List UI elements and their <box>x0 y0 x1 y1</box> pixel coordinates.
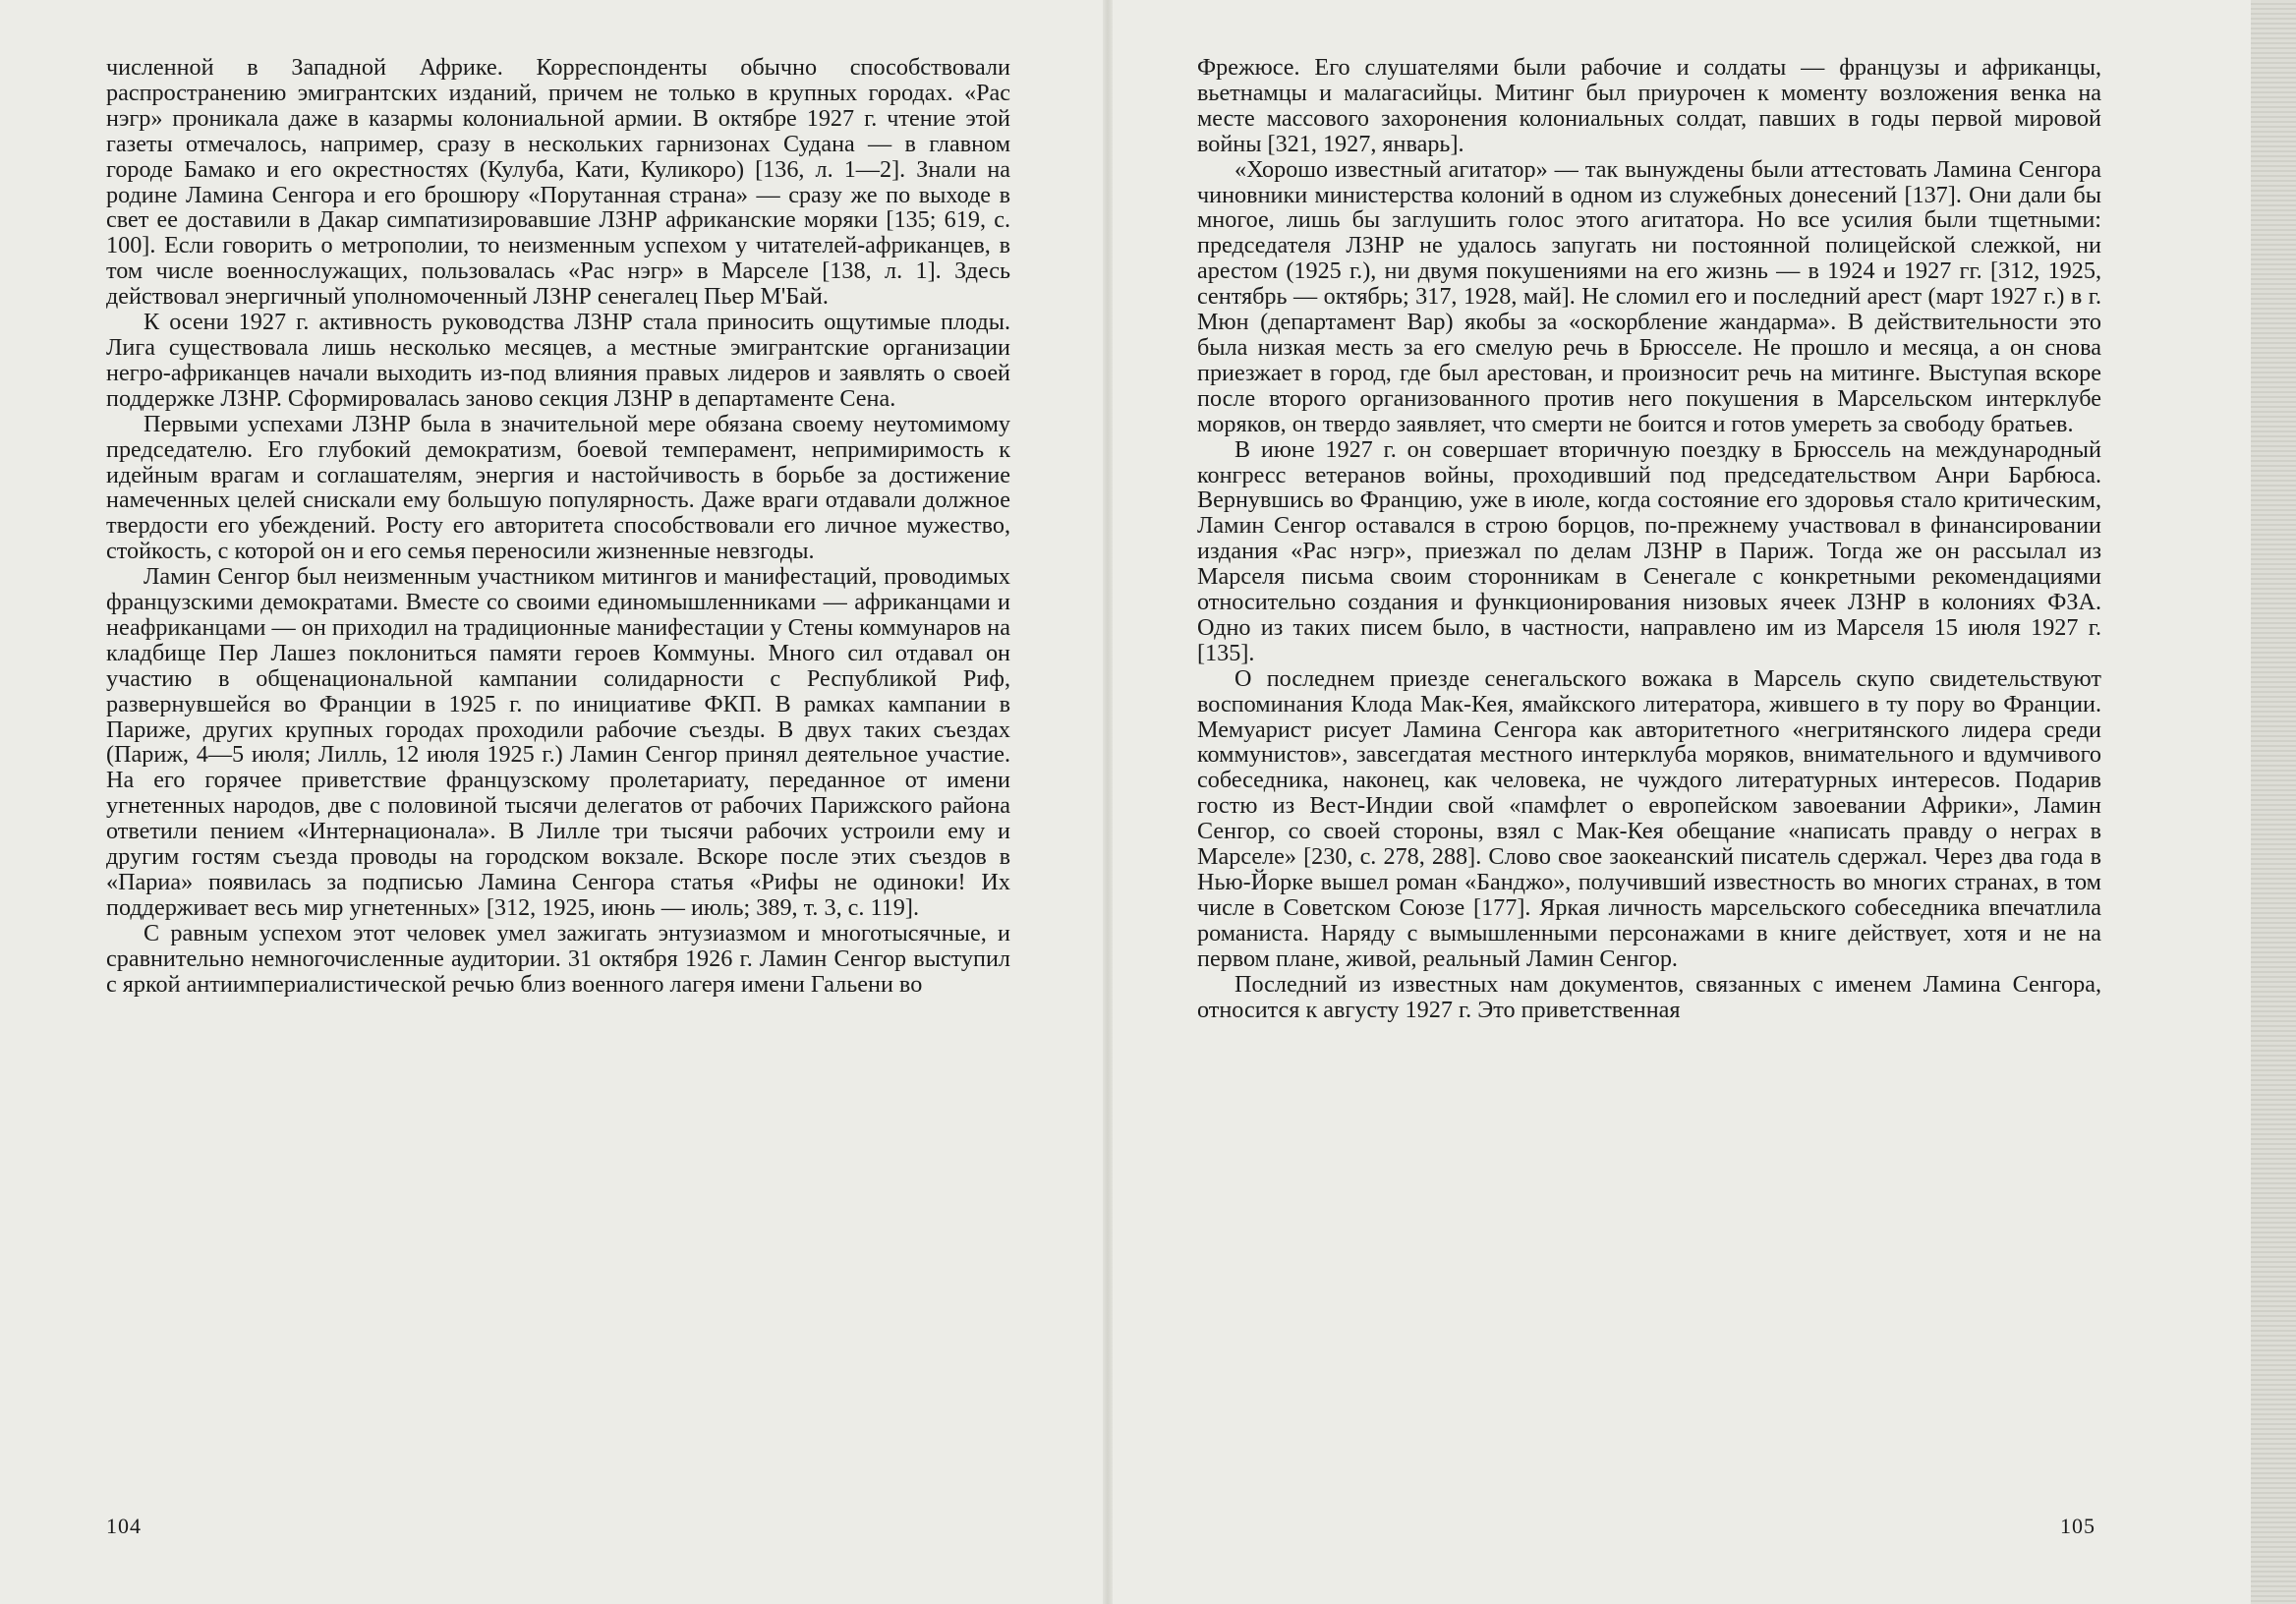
right-page-number: 105 <box>2060 1514 2095 1538</box>
left-paragraph-5: С равным успехом этот человек умел зажигать энтузиазмом и многотысячные, и сравнительно немногочисленные аудитории. 31 октября 1926 г. Ламин Сенгор выступил с яркой антиимпериалистической речью близ военного лагеря имени Гальени во <box>106 919 1010 998</box>
right-paragraph-4: О последнем приезде сенегальского вожака в Марсель скупо свидетельствуют воспоминания Клода Мак-Кея, ямайкского литератора, жившего в ту пору во Франции. Мемуарист рисует Ламина Сенгора как авторитетного «негритянского лидера среди коммунистов», завсегдатая местного интерклуба моряков, внимательного и вдумчивого собеседника, наконец, как человека, не чуждого литературных интересов. Подарив гостю из Вест-Индии свой «памфлет о европейском завоевании Африки», Ламин Сенгор, со своей стороны, взял с Мак-Кея обещание «написать правду о неграх в Марселе» [230, с. 278, 288]. Слово свое заокеанский писатель сдержал. Через два года в Нью-Йорке вышел роман «Банджо», получивший известность во многих странах, в том числе в Советском Союзе [177]. Яркая личность марсельского собеседника впечатлила романиста. Наряду с вымышленными персонажами в книге действует, хотя и не на первом плане, живой, реальный Ламин Сенгор. <box>1197 664 2101 972</box>
right-paragraph-1: Фрежюсе. Его слушателями были рабочие и солдаты — французы и африканцы, вьетнамцы и малагасийцы. Митинг был приурочен к моменту возложения венка на месте массового захоронения колониальных солдат, павших в годы первой мировой войны [321, 1927, январь]. <box>1197 54 2101 157</box>
left-paragraph-1: численной в Западной Африке. Корреспонденты обычно способствовали распространению эмигрантских изданий, причем не только в крупных городах. «Рас нэгр» проникала даже в казармы колониальной армии. В октябре 1927 г. чтение этой газеты отмечалось, например, сразу в нескольких гарнизонах Судана — в главном городе Бамако и его окрестностях (Кулуба, Кати, Куликоро) [136, л. 1—2]. Знали на родине Ламина Сенгора и его брошюру «Порутанная страна» — сразу же по выходе в свет ее доставили в Дакар симпатизировавшие ЛЗНР африканские моряки [135; 619, с. 100]. Если говорить о метрополии, то неизменным успехом у читателей-африканцев, в том числе военнослужащих, пользовалась «Рас нэгр» в Марселе [138, л. 1]. Здесь действовал энергичный уполномоченный ЛЗНР сенегалец Пьер М'Бай. <box>106 54 1010 311</box>
left-paragraph-2: К осени 1927 г. активность руководства ЛЗНР стала приносить ощутимые плоды. Лига существовала лишь несколько месяцев, а местные эмигрантские организации негро-африканцев начали выходить из-под влияния правых лидеров и заявлять о своей поддержке ЛЗНР. Сформировалась заново секция ЛЗНР в департаменте Сена. <box>106 309 1010 412</box>
left-paragraph-3: Первыми успехами ЛЗНР была в значительной мере обязана своему неутомимому председателю. Его глубокий демократизм, боевой темперамент, непримиримость к идейным врагам и соглашателям, энергия и настойчивость в борьбе за достижение намеченных целей снискали ему большую популярность. Даже враги отдавали должное твердости его убеждений. Росту его авторитета способствовали его личное мужество, стойкость, с которой он и его семья переносили жизненные невзгоды. <box>106 410 1010 565</box>
left-paragraph-4: Ламин Сенгор был неизменным участником митингов и манифестаций, проводимых французскими демократами. Вместе со своими единомышленниками — африканцами и неафриканцами — он приходил на традиционные манифестации у Стены коммунаров на кладбище Пер Лашез поклониться памяти героев Коммуны. Много сил отдавал он участию в общенациональной кампании солидарности с Республикой Риф, развернувшейся во Франции в 1925 г. по инициативе ФКП. В рамках кампании в Париже, других крупных городах проходили рабочие съезды. В двух таких съездах (Париж, 4—5 июля; Лилль, 12 июля 1925 г.) Ламин Сенгор принял деятельное участие. На его горячее приветствие французскому пролетариату, переданное от имени угнетенных народов, две с половиной тысячи делегатов от рабочих Парижского района ответили пением «Интернационала». В Лилле три тысячи рабочих устроили ему и другим гостям съезда проводы на городском вокзале. Вскоре после этих съездов в «Париа» появилась за подписью Ламина Сенгора статья «Рифы не одиноки! Их поддерживает весь мир угнетенных» [312, 1925, июнь — июль; 389, т. 3, с. 119]. <box>106 563 1010 921</box>
book-gutter <box>1103 0 1113 1604</box>
right-page <box>1197 55 2101 1022</box>
right-paragraph-2: «Хорошо известный агитатор» — так вынуждены были аттестовать Ламина Сенгора чиновники министерства колоний в одном из служебных донесений [137]. Они дали бы многое, лишь бы заглушить голос этого агитатора. Но все усилия были тщетными: председателя ЛЗНР не удалось запугать ни постоянной полицейской слежкой, ни арестом (1925 г.), ни двумя покушениями на его жизнь — в 1924 и 1927 гг. [312, 1925, сентябрь — октябрь; 317, 1928, май]. Не сломил его и последний арест (март 1927 г.) в г. Мюн (департамент Вар) якобы за «оскорбление жандарма». В действительности это была низкая месть за его смелую речь в Брюсселе. Не прошло и месяца, а он снова приезжает в город, где был арестован, и произносит речь на митинге. Выступая вскоре после второго организованного против него покушения в Марсельском интерклубе моряков, он твердо заявляет, что смерти не боится и готов умереть за свободу братьев. <box>1197 155 2101 437</box>
left-page-number: 104 <box>106 1514 142 1538</box>
left-page <box>106 55 1010 998</box>
right-paragraph-5: Последний из известных нам документов, связанных с именем Ламина Сенгора, относится к августу 1927 г. Это приветственная <box>1197 970 2101 1023</box>
right-paragraph-3: В июне 1927 г. он совершает вторичную поездку в Брюссель на международный конгресс ветеранов войны, проходивший под председательством Анри Барбюса. Вернувшись во Францию, уже в июле, когда состояние его здоровья стало критическим, Ламин Сенгор оставался в строю борцов, по-прежнему участвовал в финансировании издания «Рас нэгр», приезжал по делам ЛЗНР в Париж. Тогда же он рассылал из Марселя письма своим сторонникам в Сенегале с конкретными рекомендациями относительно создания и функционирования низовых ячеек ЛЗНР в колониях ФЗА. Одно из таких писем было, в частности, направлено им из Марселя 15 июля 1927 г. [135]. <box>1197 435 2101 666</box>
page-edge <box>2251 0 2296 1604</box>
